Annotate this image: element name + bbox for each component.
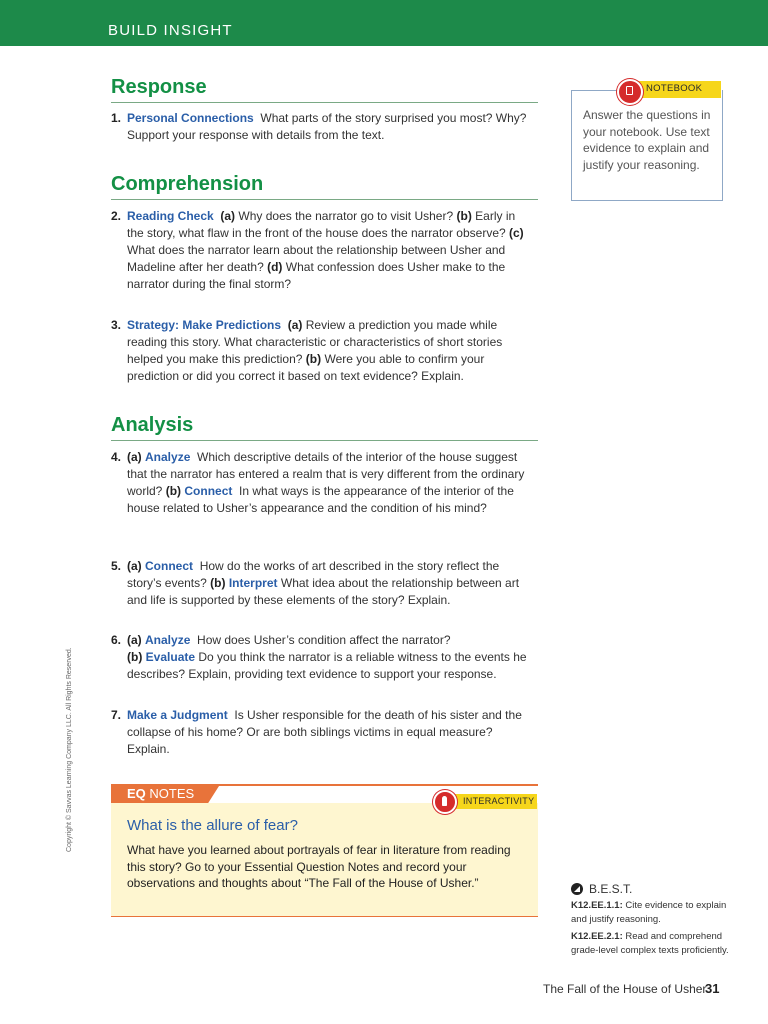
part-label: Analyze <box>145 633 191 647</box>
question-label: Make a Judgment <box>127 708 228 722</box>
part-marker: (b) <box>127 650 143 664</box>
question-number: 1. <box>111 111 122 125</box>
eq-notes-body: What have you learned about portrayals of fear in literature from reading this story? Go to your Essential Question Notes and record your observations and thoughts about “The Fall of the House of Usher.” <box>127 843 511 890</box>
standard-text: Read and comprehend grade-level complex texts proficiently. <box>571 931 729 956</box>
interactivity-tab[interactable] <box>455 794 537 809</box>
interactivity-label: INTERACTIVITY <box>463 796 535 806</box>
banner-title: BUILD INSIGHT <box>108 22 233 39</box>
question-3 <box>111 317 531 385</box>
part-marker: (a) <box>127 633 142 647</box>
question-4 <box>111 449 531 517</box>
question-5 <box>111 558 531 609</box>
notebook-tab-label: NOTEBOOK <box>646 83 703 94</box>
question-number: 5. <box>111 559 122 573</box>
part-marker: (b) <box>305 352 322 366</box>
section-title-analysis: Analysis <box>111 414 538 441</box>
section-title-comprehension: Comprehension <box>111 173 538 200</box>
notebook-icon[interactable] <box>617 79 643 105</box>
part-label: Connect <box>145 559 194 573</box>
standard-code: K12.EE.1.1: <box>571 900 623 911</box>
standard-text: Cite evidence to explain and justify reasoning. <box>571 900 727 925</box>
essential-question: What is the allure of fear? <box>127 817 298 834</box>
eq-label: EQ <box>127 786 146 801</box>
question-label: Reading Check <box>127 209 214 223</box>
part-marker: (b) <box>210 576 226 590</box>
part-label: Connect <box>184 484 233 498</box>
best-title: B.E.S.T. <box>589 882 633 896</box>
part-text: What idea about the relationship between art and life is supported by these elements of the story? Explain. <box>127 576 520 607</box>
part-marker: (a) <box>127 450 142 464</box>
best-standard <box>571 930 731 957</box>
pointer-icon[interactable] <box>433 790 457 814</box>
part-text: Early in the story, what flaw in the front of the house does the narrator observe? <box>127 209 516 240</box>
question-number: 6. <box>111 633 122 647</box>
part-label: Evaluate <box>145 650 196 664</box>
question-label: Strategy: Make Predictions <box>127 318 282 332</box>
part-text: In what ways is the appearance of the interior of the house related to Usher’s appearance and the condition of his mind? <box>127 484 514 515</box>
notebook-text: Answer the questions in your notebook. Use text evidence to explain and justify your reasoning. <box>583 108 711 172</box>
question-text: What parts of the story surprised you most? Why? Support your response with details from the text. <box>127 111 527 142</box>
part-label: Analyze <box>145 450 191 464</box>
part-marker: (b) <box>165 484 182 498</box>
eq-notes-tab-label <box>127 786 194 801</box>
part-marker: (d) <box>267 260 283 274</box>
question-number: 7. <box>111 708 122 722</box>
best-icon <box>571 883 583 895</box>
question-number: 2. <box>111 209 122 223</box>
page-number: 31 <box>705 981 720 996</box>
part-marker: (b) <box>456 209 472 223</box>
footer-title: The Fall of the House of Usher <box>543 982 707 996</box>
part-marker: (a) <box>220 209 236 223</box>
question-7 <box>111 707 531 758</box>
question-label: Personal Connections <box>127 111 254 125</box>
part-text: Why does the narrator go to visit Usher? <box>238 209 454 223</box>
part-marker: (a) <box>127 559 142 573</box>
copyright-notice: Copyright © Savvas Learning Company LLC. All Rights Reserved. <box>66 647 73 852</box>
part-text: What does the narrator learn about the relationship between Usher and Madeline after her death? <box>127 243 506 274</box>
part-text: How does Usher’s condition affect the narrator? <box>197 633 451 647</box>
part-text: Were you able to confirm your prediction or did you correct it based on text evidence? Explain. <box>127 352 485 383</box>
part-text: Which descriptive details of the interior of the house suggest that the narrator has entered a realm that is very different from the ordinary world? <box>127 450 525 498</box>
part-text: Review a prediction you made while reading this story. What characteristic or characteristics of short stories helped you make this prediction? <box>127 318 503 366</box>
notebook-box-top <box>571 90 623 91</box>
best-standard <box>571 899 731 926</box>
part-marker: (c) <box>509 226 524 240</box>
question-number: 3. <box>111 318 122 332</box>
notes-label: NOTES <box>145 786 195 801</box>
standard-code: K12.EE.2.1: <box>571 931 623 942</box>
part-text: How do the works of art described in the story reflect the story’s events? <box>127 559 500 590</box>
notebook-tab[interactable] <box>632 81 721 98</box>
eq-bottom-rule <box>111 916 538 917</box>
part-text: What confession does Usher make to the narrator during the final storm? <box>127 260 506 291</box>
question-2 <box>111 208 531 293</box>
part-label: Interpret <box>228 576 278 590</box>
question-6 <box>111 632 531 683</box>
question-text: Is Usher responsible for the death of his sister and the collapse of his home? Or are both siblings victims in equal measure? Explain. <box>127 708 522 756</box>
question-number: 4. <box>111 450 122 464</box>
part-marker: (a) <box>287 318 303 332</box>
question-1 <box>111 110 531 144</box>
section-title-response: Response <box>111 76 538 103</box>
part-text: Do you think the narrator is a reliable witness to the events he describes? Explain, providing text evidence to support your response. <box>127 650 527 681</box>
